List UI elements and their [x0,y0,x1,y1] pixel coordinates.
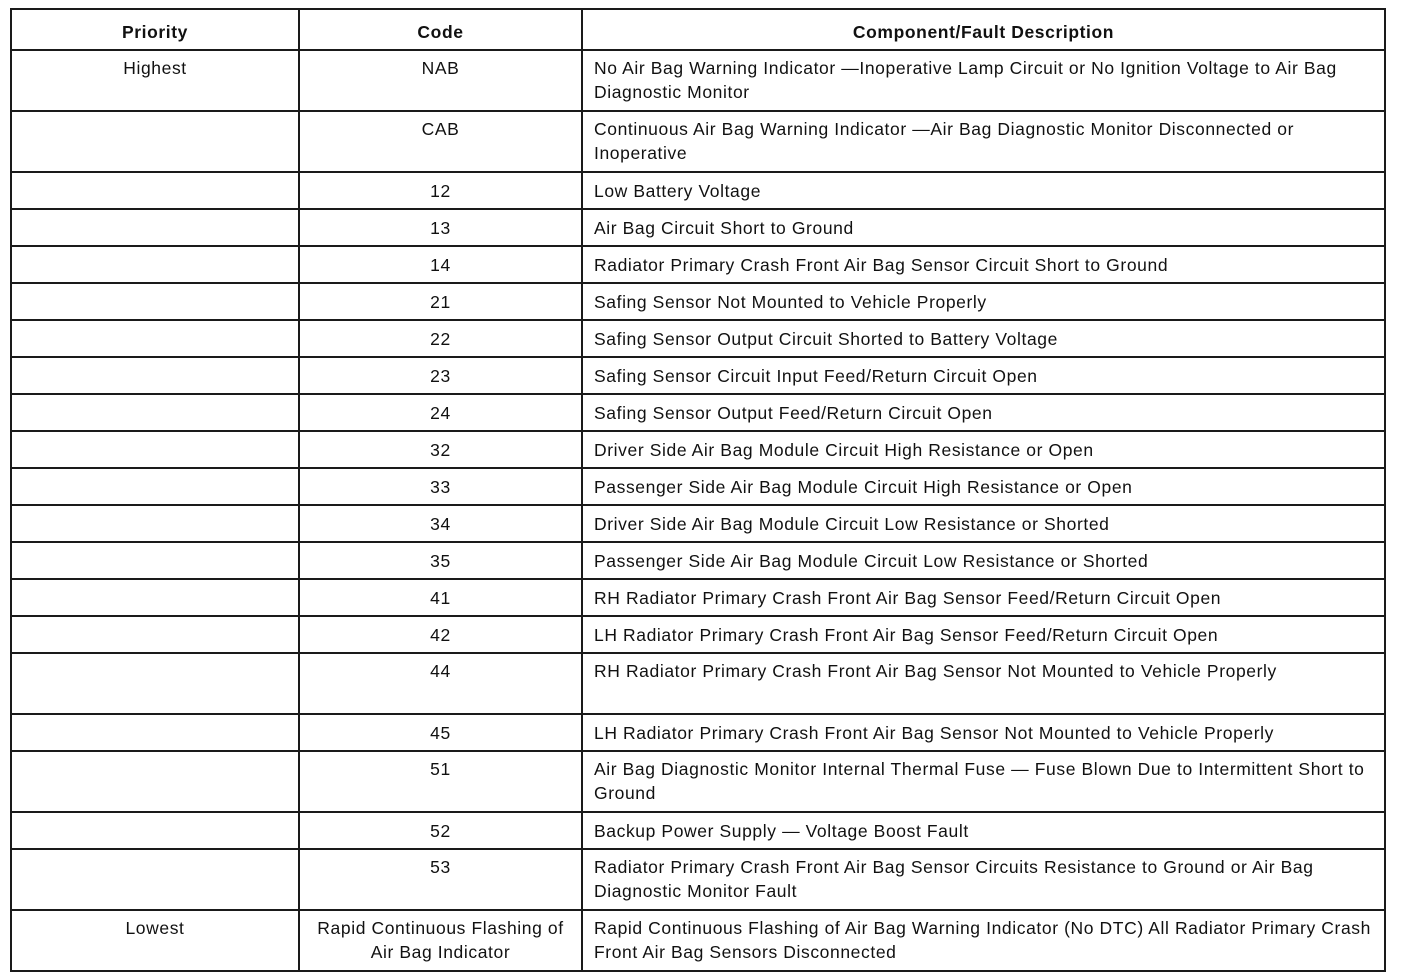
priority-cell [11,616,299,653]
description-cell: Continuous Air Bag Warning Indicator —Air Bag Diagnostic Monitor Disconnected or Inoperative [582,111,1385,172]
code-cell: 45 [299,714,582,751]
table-row [11,246,1385,283]
table-row [11,283,1385,320]
description-cell: Radiator Primary Crash Front Air Bag Sensor Circuits Resistance to Ground or Air Bag Diagnostic Monitor Fault [582,849,1385,910]
fault-code-table [10,8,1386,972]
description-cell: Passenger Side Air Bag Module Circuit Low Resistance or Shorted [582,542,1385,579]
table-row [11,431,1385,468]
description-cell: Safing Sensor Output Circuit Shorted to Battery Voltage [582,320,1385,357]
table-row [11,209,1385,246]
priority-cell [11,357,299,394]
priority-cell [11,653,299,714]
priority-cell [11,849,299,910]
code-cell: 24 [299,394,582,431]
code-cell: 21 [299,283,582,320]
code-header: Code [299,9,582,50]
code-cell: 33 [299,468,582,505]
description-cell: Driver Side Air Bag Module Circuit Low Resistance or Shorted [582,505,1385,542]
table-row [11,50,1385,111]
description-cell: Air Bag Diagnostic Monitor Internal Thermal Fuse — Fuse Blown Due to Intermittent Short to Ground [582,751,1385,812]
table-row [11,812,1385,849]
priority-cell [11,542,299,579]
table-row [11,468,1385,505]
priority-cell [11,246,299,283]
code-cell: 51 [299,751,582,812]
table-row [11,910,1385,971]
priority-cell [11,320,299,357]
description-cell: No Air Bag Warning Indicator —Inoperative Lamp Circuit or No Ignition Voltage to Air Bag Diagnostic Monitor [582,50,1385,111]
description-cell: Safing Sensor Output Feed/Return Circuit Open [582,394,1385,431]
priority-cell [11,751,299,812]
code-cell: Rapid Continuous Flashing of Air Bag Indicator [299,910,582,971]
table-row [11,714,1385,751]
priority-cell: Lowest [11,910,299,971]
description-cell: RH Radiator Primary Crash Front Air Bag Sensor Not Mounted to Vehicle Properly [582,653,1385,714]
code-cell: 34 [299,505,582,542]
description-cell: LH Radiator Primary Crash Front Air Bag Sensor Feed/Return Circuit Open [582,616,1385,653]
code-cell: 22 [299,320,582,357]
description-cell: Air Bag Circuit Short to Ground [582,209,1385,246]
code-cell: 13 [299,209,582,246]
description-cell: Driver Side Air Bag Module Circuit High Resistance or Open [582,431,1385,468]
code-cell: 35 [299,542,582,579]
table-row [11,320,1385,357]
priority-cell [11,394,299,431]
table-row [11,616,1385,653]
description-cell: Passenger Side Air Bag Module Circuit High Resistance or Open [582,468,1385,505]
priority-cell: Highest [11,50,299,111]
description-cell: RH Radiator Primary Crash Front Air Bag Sensor Feed/Return Circuit Open [582,579,1385,616]
code-cell: NAB [299,50,582,111]
code-cell: 44 [299,653,582,714]
table-row [11,849,1385,910]
description-cell: LH Radiator Primary Crash Front Air Bag Sensor Not Mounted to Vehicle Properly [582,714,1385,751]
table-row [11,751,1385,812]
description-cell: Safing Sensor Not Mounted to Vehicle Properly [582,283,1385,320]
table-row [11,357,1385,394]
code-cell: 12 [299,172,582,209]
priority-cell [11,505,299,542]
priority-cell [11,579,299,616]
priority-cell [11,283,299,320]
priority-cell [11,209,299,246]
priority-cell [11,111,299,172]
code-cell: 53 [299,849,582,910]
table-header [11,9,1385,50]
priority-cell [11,172,299,209]
table-row [11,394,1385,431]
code-cell: CAB [299,111,582,172]
priority-cell [11,431,299,468]
code-cell: 41 [299,579,582,616]
code-cell: 32 [299,431,582,468]
priority-cell [11,812,299,849]
table-row [11,505,1385,542]
description-cell: Low Battery Voltage [582,172,1385,209]
table-body [11,50,1385,971]
priority-cell [11,468,299,505]
priority-cell [11,714,299,751]
table-row [11,111,1385,172]
table-row [11,653,1385,714]
header-row [11,9,1385,50]
table-row [11,579,1385,616]
description-cell: Safing Sensor Circuit Input Feed/Return Circuit Open [582,357,1385,394]
table-row [11,542,1385,579]
table-row [11,172,1385,209]
description-header: Component/Fault Description [582,9,1385,50]
priority-header: Priority [11,9,299,50]
code-cell: 42 [299,616,582,653]
description-cell: Radiator Primary Crash Front Air Bag Sensor Circuit Short to Ground [582,246,1385,283]
code-cell: 23 [299,357,582,394]
description-cell: Backup Power Supply — Voltage Boost Fault [582,812,1385,849]
code-cell: 52 [299,812,582,849]
description-cell: Rapid Continuous Flashing of Air Bag Warning Indicator (No DTC) All Radiator Primary Crash Front Air Bag Sensors Disconnected [582,910,1385,971]
code-cell: 14 [299,246,582,283]
